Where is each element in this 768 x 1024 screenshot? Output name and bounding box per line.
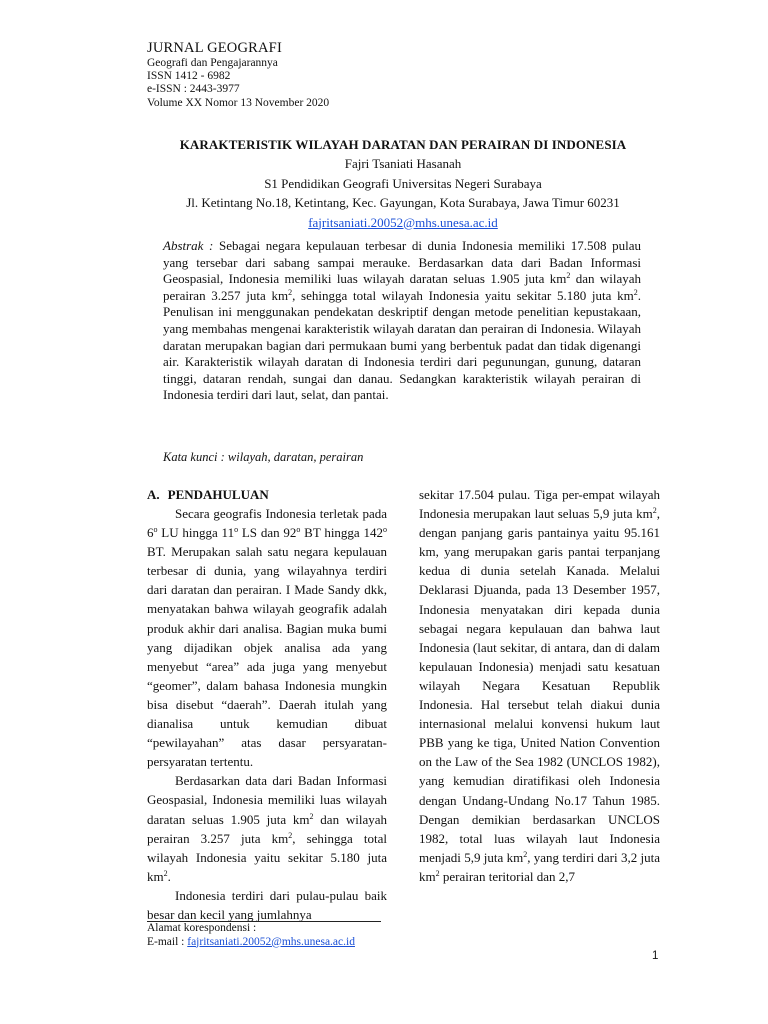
paragraph: sekitar 17.504 pulau. Tiga per-empat wilayah Indonesia merupakan laut seluas 5,9 juta $km^2$, dengan panjang garis pantainya yaitu 95.161 km, yang merupakan garis pantai terpanjang kedua di dunia setelah Kanada. Melalui Deklarasi Djuanda, pada 13 Desember 1957, Indonesia menyatakan diri kepada dunia sebagai negara kepulauan dan bahwa laut Indonesia (laut sekitar, di antara, dan di dalam kepulauan Indonesia) menjadi satu kesatuan wilayah Negara Kesatuan Republik Indonesia. Hal tersebut telah diakui dunia internasional melalui konvensi hukum laut PBB yang ke tiga, United Nation Convention on the Law of the Sea 1982 (UNCLOS 1982), yang kemudian diratifikasi oleh Indonesia dengan Undang-Undang No.17 Tahun 1985. Dengan demikian berdasarkan UNCLOS 1982, total luas wilayah laut Indonesia menjadi 5,9 juta $km^2$, yang terdiri dari 3,2 juta $km^2$ perairan teritorial dan 2,7 xyxy=(419,487,660,884)
keywords: Kata kunci : wilayah, daratan, perairan xyxy=(163,450,364,464)
abstract xyxy=(163,238,641,404)
journal-subtitle: Geografi dan Pengajarannya xyxy=(147,57,278,69)
section-title: PENDAHULUAN xyxy=(167,487,269,502)
abstract-label: Abstrak : xyxy=(163,238,214,253)
journal-eissn: e-ISSN : 2443-3977 xyxy=(147,83,240,96)
journal-volume: Volume XX Nomor 13 November 2020 xyxy=(147,96,330,109)
paragraph: Berdasarkan data dari Badan Informasi Geospasial, Indonesia memiliki luas wilayah daratan seluas 1.905 juta $km^2$ dan wilayah perairan 3.257 juta $km^2$, sehingga total wilayah Indonesia yaitu sekitar 5.180 juta $km^2$. xyxy=(147,773,387,884)
article-header xyxy=(140,136,666,232)
paragraph: Indonesia terdiri dari pulau-pulau baik besar dan kecil yang jumlahnya xyxy=(147,887,387,922)
section-heading xyxy=(147,485,387,504)
footnote xyxy=(147,922,447,949)
journal-header xyxy=(147,40,477,110)
section-number: A. xyxy=(147,487,160,502)
journal-issn: ISSN 1412 - 6982 xyxy=(147,70,231,83)
author-affiliation: S1 Pendidikan Geografi Universitas Negeri Surabaya xyxy=(264,175,542,191)
footnote-label: Alamat korespondensi : xyxy=(147,922,257,934)
left-column xyxy=(147,485,387,924)
author-address: Jl. Ketintang No.18, Ketintang, Kec. Gayungan, Kota Surabaya, Jawa Timur 60231 xyxy=(186,195,620,210)
author-email-link[interactable]: fajritsaniati.20052@mhs.unesa.ac.id xyxy=(308,214,498,230)
author-name: Fajri Tsaniati Hasanah xyxy=(344,156,462,171)
journal-name: JURNAL GEOGRAFI xyxy=(147,40,282,56)
right-column xyxy=(419,485,660,886)
article-title: KARAKTERISTIK WILAYAH DARATAN DAN PERAIRAN DI INDONESIA xyxy=(179,137,627,152)
paragraph: Secara geografis Indonesia terletak pada 6$^o$ LU hingga 11$^o$ LS dan 92$^o$ BT hingga 142$^o$ BT. Merupakan salah satu negara kepulauan terbesar di dunia, yang wilayahnya terdiri dari daratan dan perairan. I Made Sandy dkk, menyatakan bahwa wilayah geografik adalah produk akhir dari analisa. Bagian muka bumi yang dijadikan objek analisa ada yang menyebut “area” ada juga yang menyebut “geomer”, dalam bahasa Indonesia mungkin bisa disebut “daerah”. Daerah itulah yang dianalisa untuk kemudian dibuat “pewilayahan” atas dasar persyaratan-persyaratan tertentu. xyxy=(147,506,387,770)
footnote-email-link[interactable]: fajritsaniati.20052@mhs.unesa.ac.id xyxy=(187,935,355,948)
footnote-email-label: E-mail : xyxy=(147,935,188,948)
abstract-text: Sebagai negara kepulauan terbesar di dunia Indonesia memiliki 17.508 pulau yang tersebar dari sabang sampai merauke. Berdasarkan data dari Badan Informasi Geospasial, Indonesia memiliki luas wilayah daratan seluas 1.905 juta $km^2$ dan wilayah perairan 3.257 juta $km^2$, sehingga total wilayah Indonesia yaitu sekitar 5.180 juta $km^2$. Penulisan ini menggunakan pendekatan deskriptif dengan metode penelitian kepustakaan, yang membahas mengenai karakteristik wilayah daratan dan perairan di Indonesia. Wilayah daratan merupakan bagian dari permukaan bumi yang berbentuk padat dan tidak digenangi air. Karakteristik wilayah daratan di Indonesia terdiri dari pegunungan, gunung, dataran tinggi, dataran rendah, sungai dan danau. Sedangkan karakteristik wilayah perairan di Indonesia terdiri dari laut, selat, dan pantai. xyxy=(163,238,641,403)
page-number: 1 xyxy=(652,950,659,962)
